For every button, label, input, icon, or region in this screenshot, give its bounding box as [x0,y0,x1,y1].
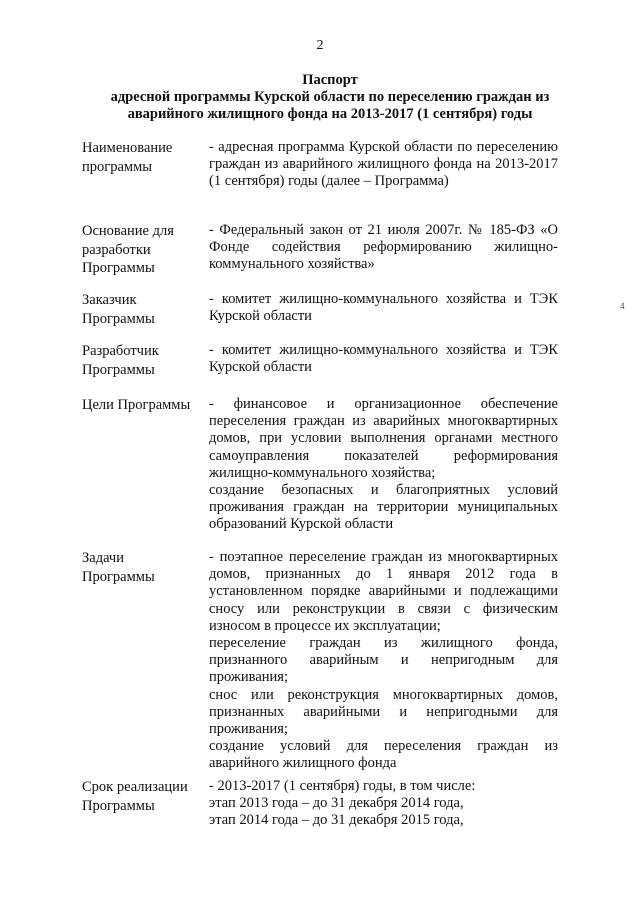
row-label [82,291,204,328]
margin-mark: 4 [620,301,625,311]
row-label-line: программы [82,158,152,175]
row-value [209,291,558,325]
document-title [60,72,600,123]
row-value-paragraph: этап 2014 года – до 31 декабря 2015 года, [209,812,464,829]
row-label-line: разработки [82,241,151,258]
row-value-paragraph: - адресная программа Курской области по переселению граждан из аварийного жилищного фонда на 2013-2017 (1 сентября) годы (далее – Программа) [209,139,558,190]
row-label-line: Программы [82,568,155,585]
row-value [209,549,558,773]
row-label-line: Программы [82,797,155,814]
row-value-paragraph: создание безопасных и благоприятных условий проживания граждан на территории муниципальных образований Курской области [209,482,558,533]
row-label [82,139,204,176]
page-number: 2 [316,38,324,53]
row-label [82,778,204,815]
title-line-1: Паспорт [302,72,358,88]
row-value [209,396,558,534]
row-label [82,222,204,278]
row-label-line: Программы [82,260,155,276]
row-value-paragraph: - финансовое и организационное обеспечение переселения граждан из аварийных многоквартирных домов, при условии выполнения органами местного самоуправления показателей реформирования жилищно-коммунального хозяйства; [209,396,558,481]
row-label [82,342,204,379]
row-value-paragraph: этап 2013 года – до 31 декабря 2014 года, [209,795,464,812]
row-value [209,222,558,274]
row-value [209,139,558,191]
title-line-3: аварийного жилищного фонда на 2013-2017 (1 сентября) годы [127,106,533,122]
row-label-line: Основание для [82,223,174,239]
row-value [209,778,558,830]
row-value-paragraph: создание условий для переселения граждан из аварийного жилищного фонда [209,738,558,772]
title-line-2: адресной программы Курской области по переселению граждан из [110,89,550,105]
row-value-paragraph: - поэтапное переселение граждан из многоквартирных домов, признанных до 1 января 2012 года в установленном порядке аварийными и подлежащими сносу или реконструкции в связи с физическим износом в процессе их эксплуатации; [209,549,558,634]
row-label-line: Задачи [82,550,124,566]
row-value-paragraph: - комитет жилищно-коммунального хозяйства и ТЭК Курской области [209,342,558,376]
row-value [209,342,558,376]
row-label-line: Срок реализации [82,779,188,795]
row-label-line: Наименование [82,140,173,156]
row-label-line: Программы [82,361,155,378]
row-value-paragraph: - 2013-2017 (1 сентября) годы, в том числе: [209,778,476,794]
row-value-paragraph: - комитет жилищно-коммунального хозяйства и ТЭК Курской области [209,291,558,325]
row-label [82,549,204,586]
row-label-line: Разработчик [82,343,159,359]
row-label-line: Заказчик [82,292,137,308]
row-label [82,396,204,415]
row-value-paragraph: переселение граждан из жилищного фонда, признанного аварийным и непригодным для проживания; [209,635,558,686]
row-label-line: Цели Программы [82,397,191,413]
row-label-line: Программы [82,310,155,327]
row-value-paragraph: снос или реконструкция многоквартирных домов, признанных аварийными и непригодными для проживания; [209,686,558,738]
row-value-paragraph: - Федеральный закон от 21 июля 2007г. № 185-ФЗ «О Фонде содействия реформированию жилищно-коммунального хозяйства» [209,222,558,273]
